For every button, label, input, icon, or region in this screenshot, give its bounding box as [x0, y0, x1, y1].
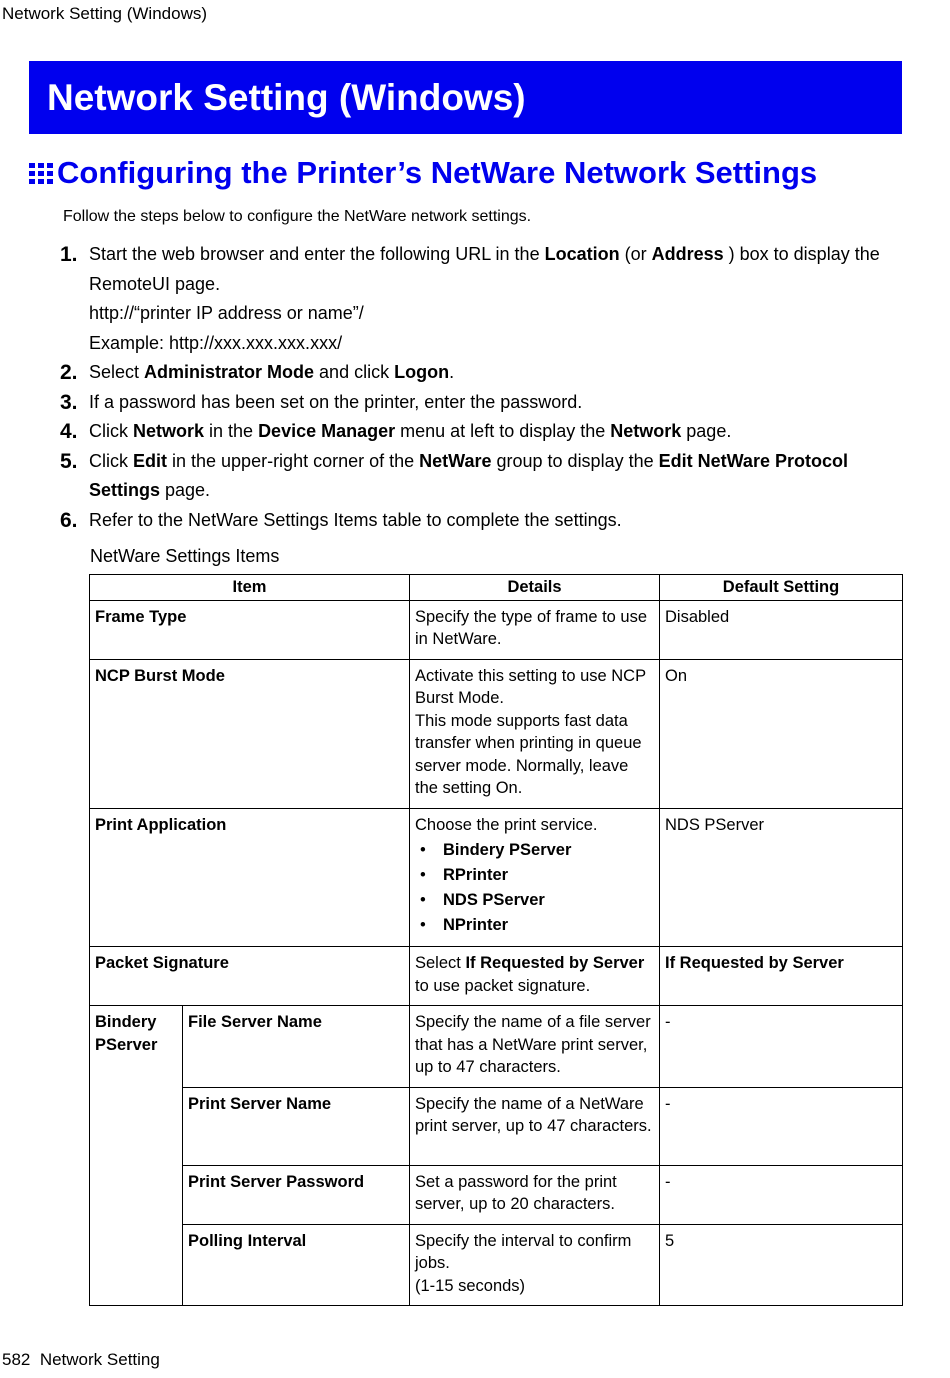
table-row [90, 1165, 903, 1224]
default-cell: 5 [660, 1224, 903, 1306]
step-number: 6. [60, 508, 78, 532]
item-cell: Print Application [90, 808, 410, 947]
network-label: Network [133, 421, 205, 441]
table-row [90, 600, 903, 659]
details-cell: Set a password for the print server, up to 20 characters. [410, 1165, 660, 1224]
step-text: ) box to display the RemoteUI page. [89, 244, 880, 294]
table-row [90, 808, 903, 947]
header-details: Details [410, 575, 660, 601]
step-text: page. [160, 480, 211, 500]
sub-item-cell: File Server Name [183, 1006, 410, 1088]
step-text: in the upper-right corner of the [167, 450, 420, 471]
table-caption: NetWare Settings Items [90, 546, 280, 566]
default-cell: - [660, 1006, 903, 1088]
edit-netware-settings-label: Edit NetWare Protocol Settings [89, 450, 848, 500]
list-item: • NDS PServer [420, 891, 545, 909]
step-text: Click [89, 421, 133, 441]
step-number: 4. [60, 420, 78, 443]
netware-label: NetWare [419, 450, 492, 471]
step-text: and click [314, 362, 395, 382]
step-3 [60, 388, 910, 418]
details-line: Activate this setting to use NCP Burst Mode. [415, 666, 646, 707]
running-header: Network Setting (Windows) [2, 4, 208, 23]
step-text: . [449, 362, 455, 382]
details-cell: Specify the type of frame to use in NetWare. [410, 600, 660, 659]
details-cell: Select If Requested by Server to use packet signature. [410, 947, 660, 1006]
item-cell: NCP Burst Mode [90, 659, 410, 808]
step-2 [60, 358, 910, 388]
table-row [90, 1006, 903, 1088]
service-list [415, 838, 655, 938]
step-text: (or [619, 244, 652, 264]
header-default: Default Setting [660, 575, 903, 601]
table-row [90, 659, 903, 808]
step-text: If a password has been set on the printer, enter the password. [89, 391, 583, 412]
default-cell: On [660, 659, 903, 808]
default-cell: If Requested by Server [660, 947, 903, 1006]
details-cell [410, 1224, 660, 1306]
section-title-text: Configuring the Printer’s NetWare Network Settings [57, 155, 818, 190]
url-pattern: http://“printer IP address or name”/ [89, 303, 364, 323]
header-item: Item [90, 575, 410, 601]
logon-label: Logon [394, 362, 450, 382]
network-page-label: Network [610, 421, 682, 441]
edit-label: Edit [133, 450, 167, 471]
details-line: This mode supports fast data transfer when printing in queue server mode. Normally, leave the setting On. [415, 711, 642, 797]
step-text: menu at left to display the [395, 421, 611, 441]
device-manager-label: Device Manager [258, 421, 396, 441]
step-text: Select [89, 362, 145, 382]
default-cell: Disabled [660, 600, 903, 659]
step-number: 3. [60, 390, 78, 414]
step-number: 2. [60, 361, 78, 384]
step-number: 5. [60, 449, 78, 473]
default-cell: NDS PServer [660, 808, 903, 947]
address-label: Address [651, 244, 724, 264]
details-cell [410, 808, 660, 947]
list-item: • RPrinter [420, 866, 509, 884]
chapter-title: Network Setting (Windows) [47, 77, 526, 118]
administrator-mode-label: Administrator Mode [144, 362, 315, 382]
netware-settings-table [89, 574, 903, 1306]
step-1 [60, 240, 910, 358]
group-label-cell: Bindery PServer [90, 1006, 183, 1306]
details-cell [410, 659, 660, 808]
sub-item-cell: Polling Interval [183, 1224, 410, 1306]
default-cell: - [660, 1087, 903, 1165]
table-row [90, 1087, 903, 1165]
details-line: Specify the interval to confirm jobs. [415, 1231, 632, 1272]
step-text: page. [681, 421, 732, 441]
step-text: group to display the [491, 450, 659, 471]
details-line: (1-15 seconds) [415, 1276, 526, 1295]
intro-text: Follow the steps below to configure the NetWare network settings. [63, 208, 532, 225]
step-5 [60, 447, 910, 506]
details-cell: Specify the name of a NetWare print server, up to 47 characters. [410, 1087, 660, 1165]
section-heading [29, 155, 817, 191]
page-footer [2, 1350, 160, 1370]
grid-icon [29, 163, 55, 185]
step-6 [60, 506, 910, 536]
default-cell: - [660, 1165, 903, 1224]
step-text: in the [204, 421, 259, 441]
location-label: Location [544, 244, 620, 264]
footer-label: Network Setting [39, 1350, 160, 1369]
table-row [90, 947, 903, 1006]
step-list [60, 240, 910, 535]
list-item: • Bindery PServer [420, 841, 572, 859]
step-text: Click [89, 450, 133, 471]
page-number: 582 [2, 1350, 31, 1369]
step-text: Start the web browser and enter the following URL in the [89, 244, 545, 264]
list-item: • NPrinter [420, 916, 509, 934]
sub-item-cell: Print Server Name [183, 1087, 410, 1165]
step-text: Refer to the NetWare Settings Items table to complete the settings. [89, 509, 622, 530]
step-number: 1. [60, 243, 78, 266]
sub-item-cell: Print Server Password [183, 1165, 410, 1224]
table-row [90, 1224, 903, 1306]
item-cell: Packet Signature [90, 947, 410, 1006]
details-line: Choose the print service. [415, 815, 598, 834]
table-header-row [90, 575, 903, 601]
url-example: Example: http://xxx.xxx.xxx.xxx/ [89, 332, 343, 353]
chapter-banner [29, 61, 902, 134]
item-cell: Frame Type [90, 600, 410, 659]
step-4 [60, 417, 910, 447]
details-cell: Specify the name of a file server that has a NetWare print server, up to 47 characters. [410, 1006, 660, 1088]
